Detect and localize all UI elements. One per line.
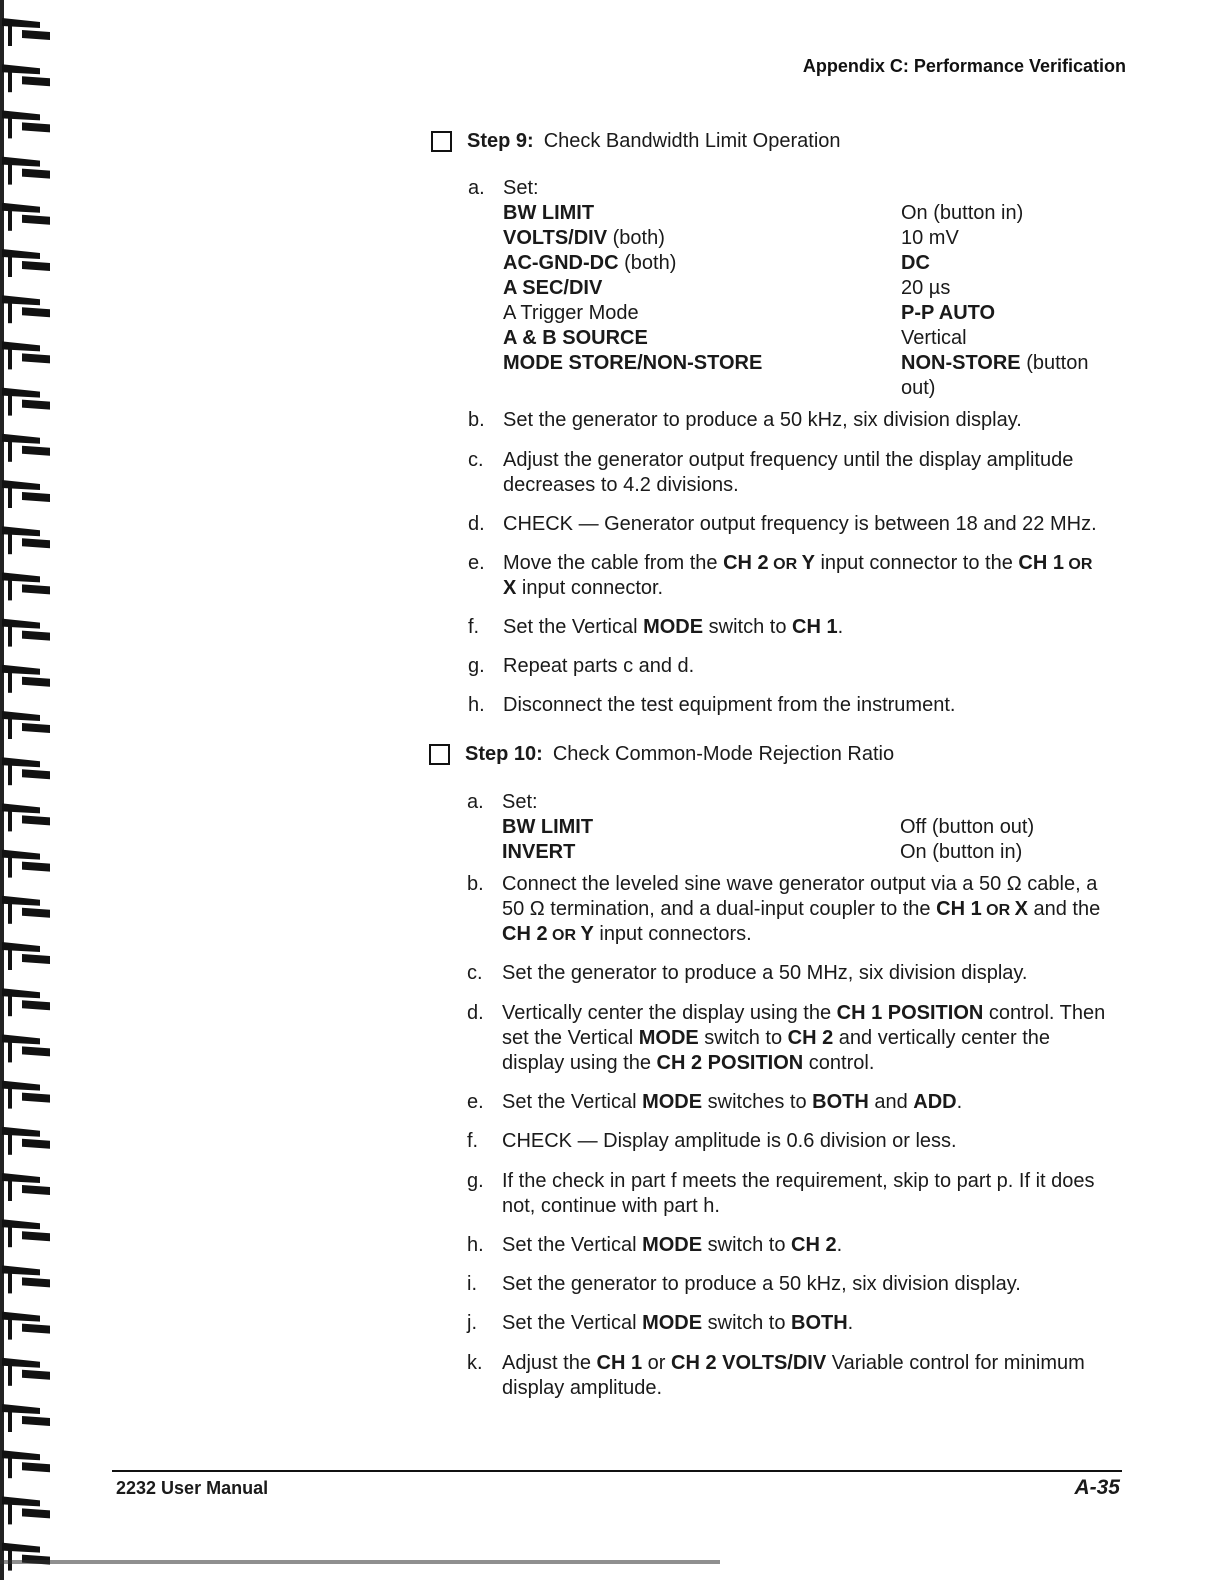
binding-edge [0, 0, 4, 1580]
item-text: decreases to 4.2 divisions. [503, 474, 739, 496]
binding-loop [2, 1450, 50, 1478]
binding-loop [2, 757, 50, 785]
binding-loop [2, 1543, 50, 1571]
binding-loop [2, 572, 50, 600]
item-text: Set: [502, 791, 538, 813]
page-edge-shadow [0, 1560, 720, 1564]
setting-name: VOLTS/DIV (both) [503, 227, 665, 249]
footer-manual-title: 2232 User Manual [116, 1478, 269, 1498]
setting-value: 20 µs [901, 277, 951, 299]
setting-name: BW LIMIT [502, 816, 594, 838]
binding-loop [2, 1312, 50, 1340]
item-letter: d. [467, 1002, 484, 1024]
item-text: set the Vertical MODE switch to CH 2 and vertically center the [502, 1027, 1051, 1049]
binding-loop [2, 64, 50, 92]
step-9-checkbox[interactable] [431, 131, 452, 152]
item-text: CHECK — Generator output frequency is between 18 and 22 MHz. [503, 513, 1097, 535]
binding-loop [2, 434, 50, 462]
item-letter: f. [467, 1130, 479, 1152]
step-10-label: Step 10: [465, 743, 543, 765]
step-10-heading [429, 743, 894, 766]
setting-value: Vertical [901, 327, 967, 349]
item-letter: g. [467, 1170, 484, 1192]
item-text: X input connector. [503, 577, 664, 599]
binding-loop [2, 157, 50, 185]
binding-loop [2, 480, 50, 508]
item-text: Set the Vertical MODE switch to CH 1. [503, 616, 844, 638]
item-letter: c. [468, 449, 484, 471]
setting-value: DC [901, 252, 930, 274]
item-letter: i. [467, 1273, 477, 1295]
item-letter: h. [468, 694, 485, 716]
item-letter: k. [467, 1352, 483, 1374]
step-9-heading [431, 130, 841, 153]
setting-name: A & B SOURCE [503, 327, 648, 349]
binding-loop [2, 110, 50, 138]
setting-name: INVERT [502, 841, 576, 863]
item-letter: h. [467, 1234, 484, 1256]
binding-strip [0, 0, 62, 1580]
setting-value: On (button in) [900, 841, 1023, 863]
item-text: Set: [503, 177, 539, 199]
item-letter: j. [467, 1312, 477, 1334]
binding-loop [2, 711, 50, 739]
setting-name: BW LIMIT [503, 202, 595, 224]
item-letter: e. [468, 552, 485, 574]
binding-loop [2, 18, 50, 46]
item-text: Set the generator to produce a 50 kHz, six division display. [503, 409, 1022, 431]
setting-value: NON-STORE (button [901, 352, 1089, 374]
setting-name: AC-GND-DC (both) [503, 252, 677, 274]
item-text: Adjust the generator output frequency until the display amplitude [503, 449, 1074, 471]
binding-loop [2, 1034, 50, 1062]
setting-value-continued: out) [901, 377, 936, 399]
binding-loop [2, 203, 50, 231]
item-text: 50 Ω termination, and a dual-input coupler to the CH 1 OR X and the [502, 898, 1101, 920]
binding-loop [2, 850, 50, 878]
setting-value: Off (button out) [900, 816, 1035, 838]
binding-loop [2, 1496, 50, 1524]
binding-loop [2, 803, 50, 831]
item-text: Set the generator to produce a 50 kHz, six division display. [502, 1273, 1021, 1295]
step-10-title: Check Common-Mode Rejection Ratio [552, 743, 895, 765]
step-9-title: Check Bandwidth Limit Operation [543, 130, 841, 152]
binding-loop [2, 526, 50, 554]
binding-loop [2, 942, 50, 970]
binding-loop [2, 1404, 50, 1432]
binding-loop [2, 1219, 50, 1247]
item-text: Set the Vertical MODE switches to BOTH and ADD. [502, 1091, 963, 1113]
binding-loop [2, 1127, 50, 1155]
item-text: Move the cable from the CH 2 OR Y input connector to the CH 1 OR [503, 552, 1093, 574]
binding-loop [2, 665, 50, 693]
binding-loop [2, 1173, 50, 1201]
item-text: Set the Vertical MODE switch to CH 2. [502, 1234, 843, 1256]
item-text: Disconnect the test equipment from the instrument. [503, 694, 956, 716]
setting-value: On (button in) [901, 202, 1024, 224]
footer-rule [112, 1470, 1122, 1472]
step-10-checkbox[interactable] [429, 744, 450, 765]
item-text: Set the generator to produce a 50 MHz, six division display. [502, 962, 1028, 984]
binding-loop [2, 896, 50, 924]
binding-loop [2, 1081, 50, 1109]
binding-loop [2, 295, 50, 323]
item-text: CH 2 OR Y input connectors. [502, 923, 752, 945]
item-text: Repeat parts c and d. [503, 655, 695, 677]
setting-value: P-P AUTO [901, 302, 996, 324]
item-text: Vertically center the display using the CH 1 POSITION control. Then [502, 1002, 1106, 1024]
item-text: Adjust the CH 1 or CH 2 VOLTS/DIV Variable control for minimum [502, 1352, 1085, 1374]
item-text: display amplitude. [502, 1377, 663, 1399]
binding-loop [2, 388, 50, 416]
item-letter: e. [467, 1091, 484, 1113]
setting-name: A Trigger Mode [503, 302, 639, 324]
binding-loop [2, 988, 50, 1016]
binding-loop [2, 341, 50, 369]
item-letter: a. [467, 791, 484, 813]
item-text: Set the Vertical MODE switch to BOTH. [502, 1312, 854, 1334]
setting-name: MODE STORE/NON-STORE [503, 352, 763, 374]
item-text: Connect the leveled sine wave generator output via a 50 Ω cable, a [502, 873, 1098, 895]
item-text: If the check in part f meets the requirement, skip to part p. If it does [502, 1170, 1095, 1192]
item-text: CHECK — Display amplitude is 0.6 division or less. [502, 1130, 957, 1152]
binding-loop [2, 619, 50, 647]
item-letter: d. [468, 513, 485, 535]
setting-value: 10 mV [901, 227, 959, 249]
setting-name: A SEC/DIV [503, 277, 603, 299]
step-9-label: Step 9: [467, 130, 534, 152]
item-text: display using the CH 2 POSITION control. [502, 1052, 875, 1074]
item-letter: a. [468, 177, 485, 199]
binding-loop [2, 249, 50, 277]
page-header: Appendix C: Performance Verification [802, 56, 1126, 76]
page-number: A-35 [1074, 1476, 1120, 1499]
item-letter: f. [468, 616, 480, 638]
item-letter: b. [468, 409, 485, 431]
item-letter: b. [467, 873, 484, 895]
item-text: not, continue with part h. [502, 1195, 720, 1217]
item-letter: g. [468, 655, 485, 677]
binding-loop [2, 1358, 50, 1386]
binding-loop [2, 1265, 50, 1293]
item-letter: c. [467, 962, 483, 984]
